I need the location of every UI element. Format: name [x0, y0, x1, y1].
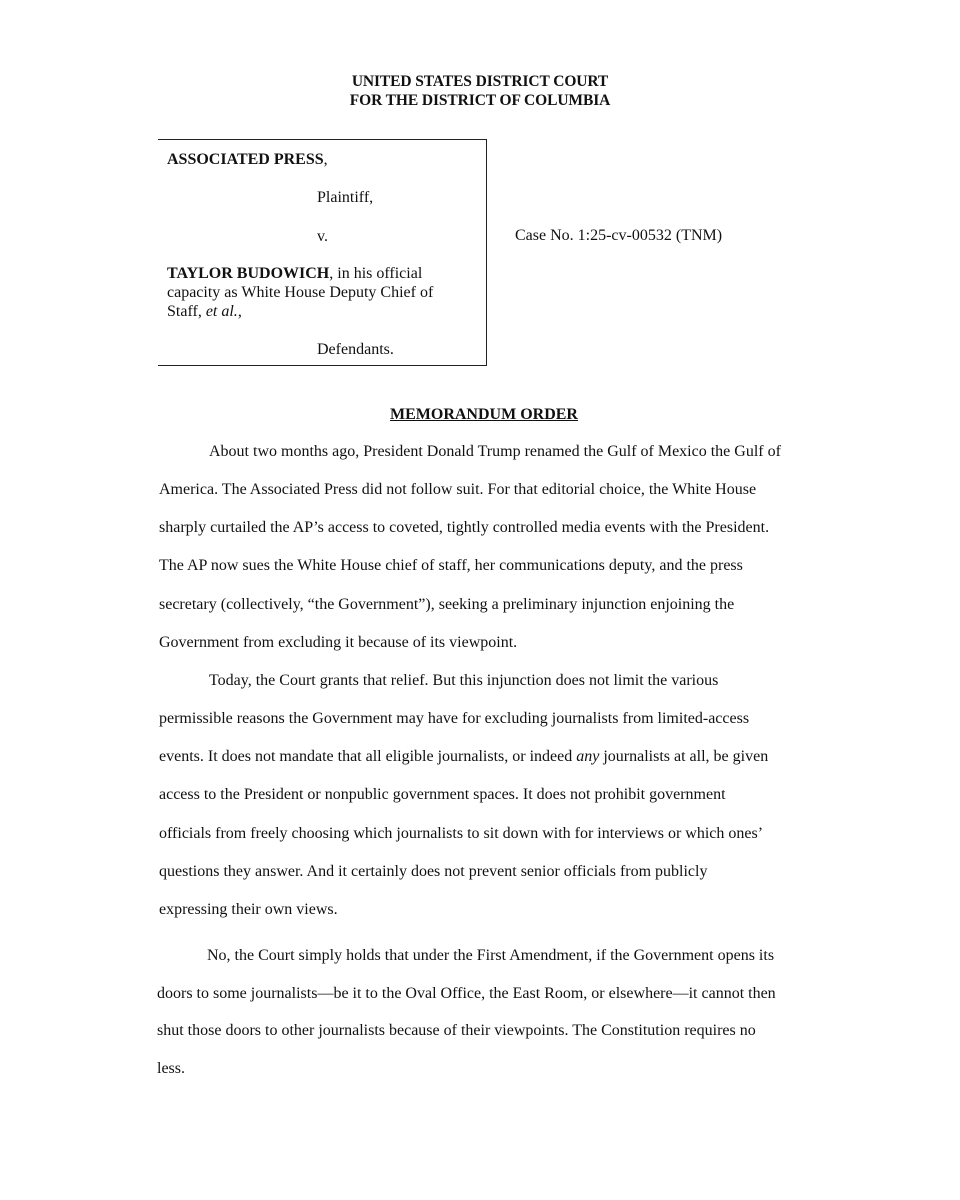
paragraph-line: access to the President or nonpublic government spaces. It does not prohibit government — [159, 786, 726, 803]
plaintiff-name: ASSOCIATED PRESS — [167, 151, 324, 168]
defendant-line-1-rest: , in his official — [329, 265, 423, 282]
defendant-line-1 — [167, 264, 422, 284]
paragraph-line: The AP now sues the White House chief of staff, her communications deputy, and the press — [159, 557, 743, 574]
paragraph-line: less. — [157, 1060, 185, 1077]
paragraph-line: questions they answer. And it certainly does not prevent senior officials from publicly — [159, 863, 708, 880]
paragraph-line: doors to some journalists—be it to the Oval Office, the East Room, or elsewhere—it cannot then — [157, 985, 776, 1002]
emphasis-any: any — [576, 748, 600, 765]
paragraph-line — [159, 747, 768, 767]
order-title: MEMORANDUM ORDER — [390, 406, 578, 423]
paragraph-line: Government from excluding it because of its viewpoint. — [159, 634, 518, 651]
paragraph-line: Today, the Court grants that relief. But this injunction does not limit the various — [209, 672, 719, 689]
court-name: UNITED STATES DISTRICT COURT — [351, 73, 609, 90]
et-al: et al. — [205, 303, 238, 320]
defendant-role: Defendants. — [317, 341, 394, 358]
paragraph-line: America. The Associated Press did not follow suit. For that editorial choice, the White House — [159, 481, 757, 498]
plaintiff-name-suffix: , — [323, 151, 328, 168]
plaintiff-line — [167, 150, 328, 170]
paragraph-line: shut those doors to other journalists because of their viewpoints. The Constitution requires no — [157, 1022, 756, 1039]
defendant-line-3 — [167, 302, 242, 322]
defendant-line-3-post: , — [237, 303, 242, 320]
paragraph-line: secretary (collectively, “the Government”), seeking a preliminary injunction enjoining the — [159, 596, 735, 613]
defendant-name: TAYLOR BUDOWICH — [167, 265, 330, 282]
paragraph-line-end: journalists at all, be given — [599, 748, 769, 765]
paragraph-line: sharply curtailed the AP’s access to coveted, tightly controlled media events with the President. — [159, 519, 770, 536]
court-district: FOR THE DISTRICT OF COLUMBIA — [349, 92, 611, 109]
versus-label: v. — [317, 228, 328, 245]
paragraph-line: No, the Court simply holds that under the First Amendment, if the Government opens its — [207, 947, 775, 964]
paragraph-line: expressing their own views. — [159, 901, 338, 918]
case-caption-box — [158, 139, 487, 366]
defendant-line-2: capacity as White House Deputy Chief of — [167, 284, 434, 301]
defendant-line-3-pre: Staff, — [167, 303, 206, 320]
paragraph-line: About two months ago, President Donald Trump renamed the Gulf of Mexico the Gulf of — [209, 443, 781, 460]
court-header — [0, 72, 960, 110]
paragraph-line: officials from freely choosing which journalists to sit down with for interviews or which ones’ — [159, 825, 764, 842]
plaintiff-role: Plaintiff, — [317, 189, 374, 206]
paragraph-line-start: events. It does not mandate that all eligible journalists, or indeed — [159, 748, 577, 765]
paragraph-line: permissible reasons the Government may have for excluding journalists from limited-access — [159, 710, 750, 727]
case-number: Case No. 1:25-cv-00532 (TNM) — [515, 227, 723, 244]
